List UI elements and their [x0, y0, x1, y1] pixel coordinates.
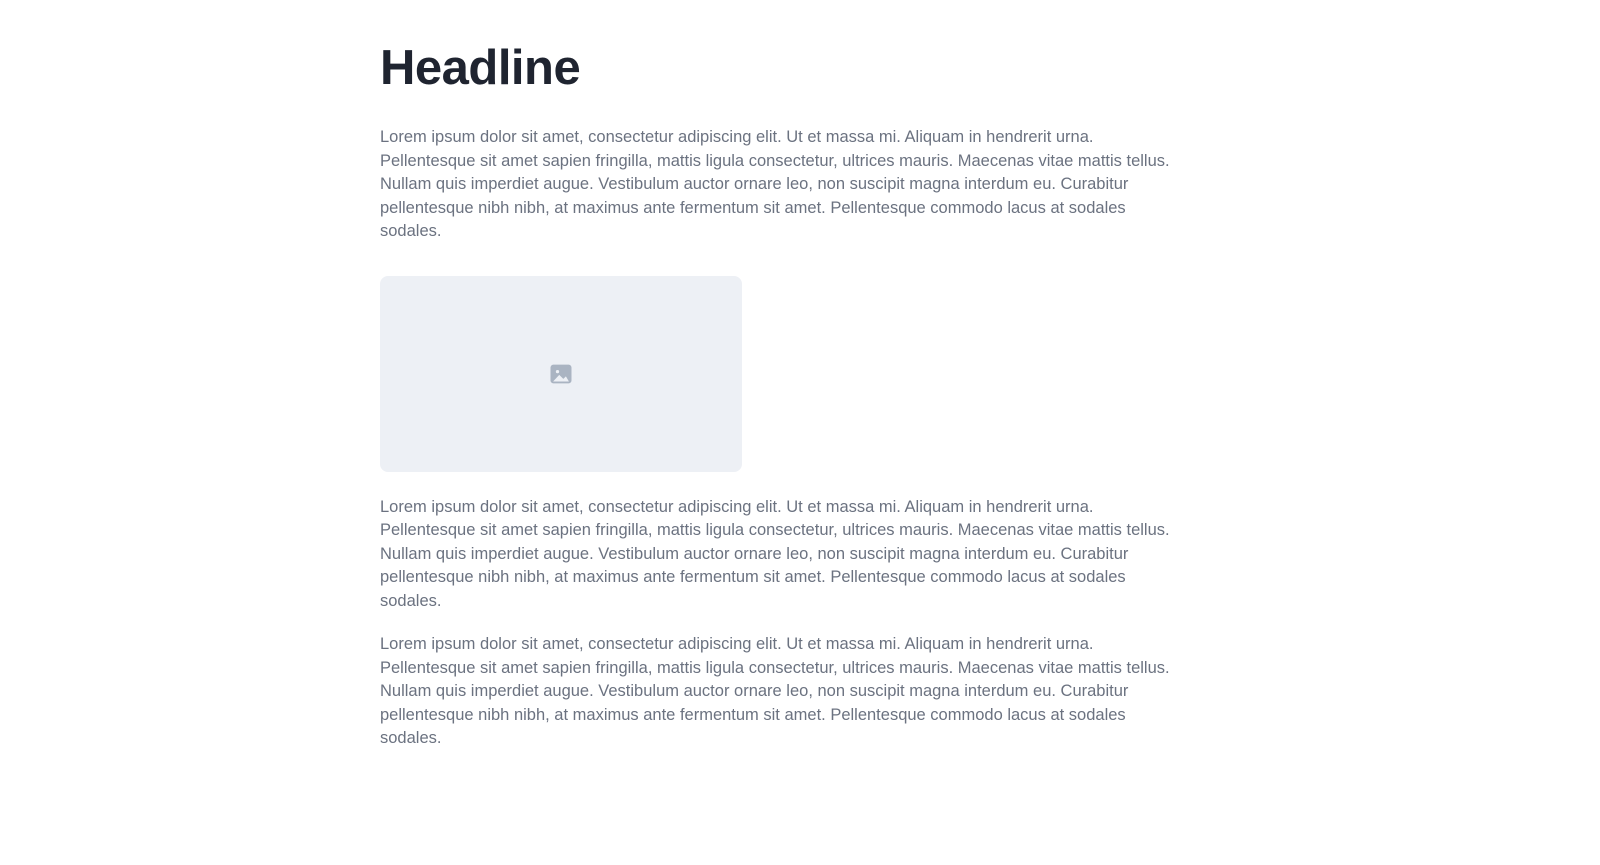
article-container — [380, 40, 1182, 751]
body-paragraph-1: Lorem ipsum dolor sit amet, consectetur adipiscing elit. Ut et massa mi. Aliquam in hendrerit urna. Pellentesque sit amet sapien fringilla, mattis ligula consectetur, ultrices mauris. Maecenas vitae mattis tellus. Nullam quis imperdiet augue. Vestibulum auctor ornare leo, non suscipit magna interdum eu. Curabitur pellentesque nibh nibh, at maximus ante fermentum sit amet. Pellentesque commodo lacus at sodales sodales. — [380, 128, 1170, 241]
page-title: Headline — [380, 41, 581, 95]
image-placeholder — [380, 276, 742, 472]
body-paragraph-2: Lorem ipsum dolor sit amet, consectetur adipiscing elit. Ut et massa mi. Aliquam in hendrerit urna. Pellentesque sit amet sapien fringilla, mattis ligula consectetur, ultrices mauris. Maecenas vitae mattis tellus. Nullam quis imperdiet augue. Vestibulum auctor ornare leo, non suscipit magna interdum eu. Curabitur pellentesque nibh nibh, at maximus ante fermentum sit amet. Pellentesque commodo lacus at sodales sodales. — [380, 497, 1170, 610]
body-paragraph-3: Lorem ipsum dolor sit amet, consectetur adipiscing elit. Ut et massa mi. Aliquam in hendrerit urna. Pellentesque sit amet sapien fringilla, mattis ligula consectetur, ultrices mauris. Maecenas vitae mattis tellus. Nullam quis imperdiet augue. Vestibulum auctor ornare leo, non suscipit magna interdum eu. Curabitur pellentesque nibh nibh, at maximus ante fermentum sit amet. Pellentesque commodo lacus at sodales sodales. — [380, 635, 1170, 748]
image-icon — [547, 360, 575, 388]
